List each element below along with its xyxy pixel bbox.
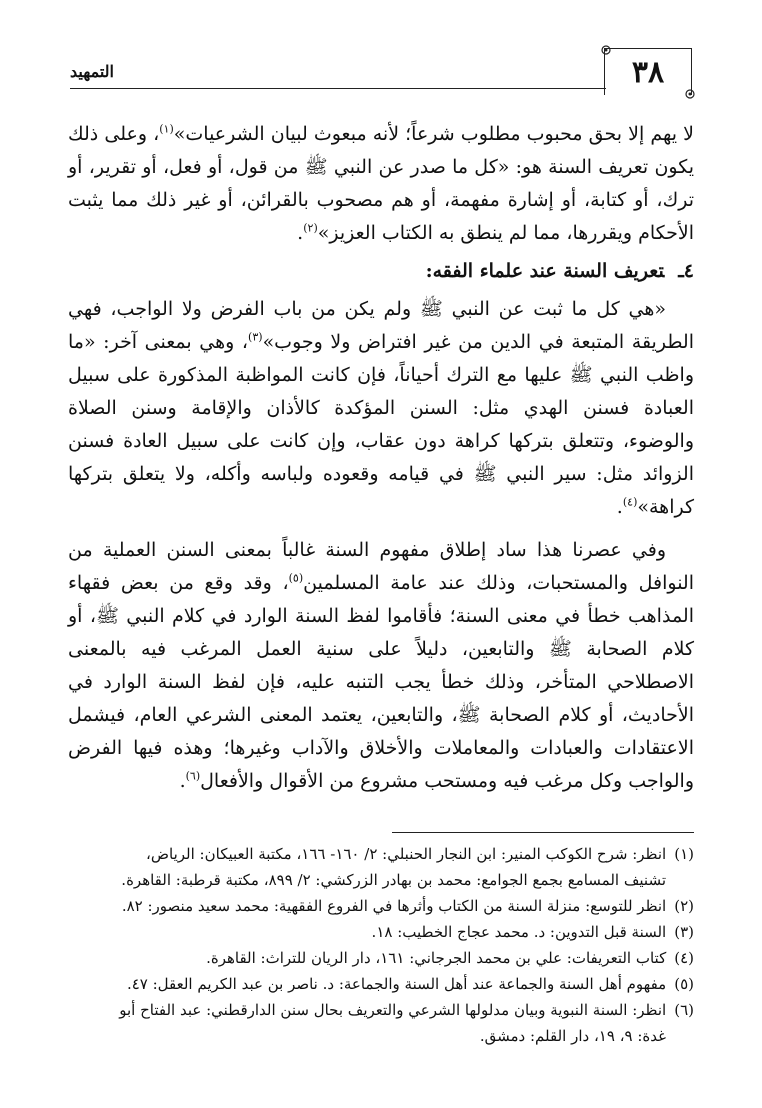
footnote-ref: (٦) xyxy=(185,769,201,783)
section-title: تعريف السنة عند علماء الفقه: xyxy=(425,260,665,282)
footnote-ref: (٥) xyxy=(288,571,304,585)
footnote-ref: (٣) xyxy=(248,330,263,344)
page-number-box xyxy=(604,48,692,95)
page-header xyxy=(70,40,692,100)
running-title: التمهيد xyxy=(70,62,114,81)
paragraph-2: «هي كل ما ثبت عن النبي ﷺ ولم يكن من باب الفرض ولا الواجب، فهي الطريقة المتبعة في الدين من غير افتراض ولا وجوب»$^{(٣)}$، وهي بمعنى آخر: «ما واظب النبي ﷺ عليها مع الترك أحياناً، فإن كانت المواظبة المذكورة على سبيل العبادة فسنن الهدي مثل: السنن المؤكدة كالأذان والإقامة وسنن الصلاة والوضوء، وتتعلق بتركها كراهة دون عقاب، وإن كانت على سبيل العادة فسنن الزوائد مثل: سير النبي ﷺ في قيامه وقعوده ولباسه وأكله، ولا يتعلق بتركها كراهة»$^{(٤)}$. xyxy=(68,298,694,518)
paragraph-1: لا يهم إلا بحق محبوب مطلوب شرعاً؛ لأنه مبعوث لبيان الشرعيات»$^{(١)}$، وعلى ذلك يكون تعريف السنة هو: «كل ما صدر عن النبي ﷺ من قول، أو فعل، أو تقرير، أو ترك، أو كتابة، أو إشارة مفهمة، أو هم مصحوب بالقرائن، أو غير ذلك مما يثبت الأحكام ويقررها، مما لم ينطق به الكتاب العزيز»$^{(٢)}$. xyxy=(68,122,694,244)
corner-ornament-icon xyxy=(599,43,613,57)
footnote: (٤)كتاب التعريفات: علي بن محمد الجرجاني: ١٦١، دار الريان للتراث: القاهرة. xyxy=(206,949,694,967)
footnote: (١)انظر: شرح الكوكب المنير: ابن النجار الحنبلي: ٢/ ١٦٠- ١٦٦، مكتبة العبيكان: الرياض، xyxy=(146,845,694,863)
header-rule xyxy=(70,88,606,89)
footnote-ref: (٤) xyxy=(622,495,638,509)
page-number: ٣٨ xyxy=(631,54,665,90)
footnote: (٥)مفهوم أهل السنة والجماعة عند أهل السنة والجماعة: د. ناصر بن عبد الكريم العقل: ٤٧. xyxy=(126,975,694,993)
footnote-continuation: غدة: ٩، ١٩، دار القلم: دمشق. xyxy=(479,1027,666,1045)
corner-ornament-icon xyxy=(683,87,697,101)
section-number: ٤ـ xyxy=(678,260,694,282)
footnote-ref: (١) xyxy=(159,122,174,136)
footnote-continuation: تشنيف المسامع بجمع الجوامع: محمد بن بهادر الزركشي: ٢/ ٨٩٩، مكتبة قرطبة: القاهرة. xyxy=(121,871,666,889)
footnotes xyxy=(68,842,694,1050)
paragraph-3: وفي عصرنا هذا ساد إطلاق مفهوم السنة غالباً بمعنى السنن العملية من النوافل والمستحبات، وذلك عند عامة المسلمين$^{(٥)}$، وقد وقع من بعض فقهاء المذاهب خطأ في معنى السنة؛ فأقاموا لفظ السنة الوارد في كلام النبي ﷺ، أو كلام الصحابة ﷺ والتابعين، دليلاً على سنية العمل المرغب فيه بالمعنى الاصطلاحي المتأخر، وذلك خطأ يجب التنبه عليه، فإن لفظ السنة الوارد في الأحاديث، أو كلام الصحابة ﷺ، والتابعين، يعتمد المعنى الشرعي العام، فيشمل الاعتقادات والعبادات والمعاملات والأخلاق والآداب وغيرها؛ وهذه فيها الفرض والواجب وكل مرغب فيه ومستحب مشروع من الأقوال والأفعال$^{(٦)}$. xyxy=(68,539,694,792)
footnote-separator xyxy=(392,832,694,833)
footnote-ref: (٢) xyxy=(303,221,318,235)
footnote: (٣)السنة قبل التدوين: د. محمد عجاج الخطيب: ١٨. xyxy=(371,923,694,941)
main-text xyxy=(68,118,694,798)
footnote: (٦)انظر: السنة النبوية وبيان مدلولها الشرعي والتعريف بحال سنن الدارقطني: عبد الفتاح أبو xyxy=(119,1001,694,1019)
section-heading xyxy=(68,255,694,288)
footnote: (٢)انظر للتوسع: منزلة السنة من الكتاب وأثرها في الفروع الفقهية: محمد سعيد منصور: ٨٢. xyxy=(121,897,694,915)
